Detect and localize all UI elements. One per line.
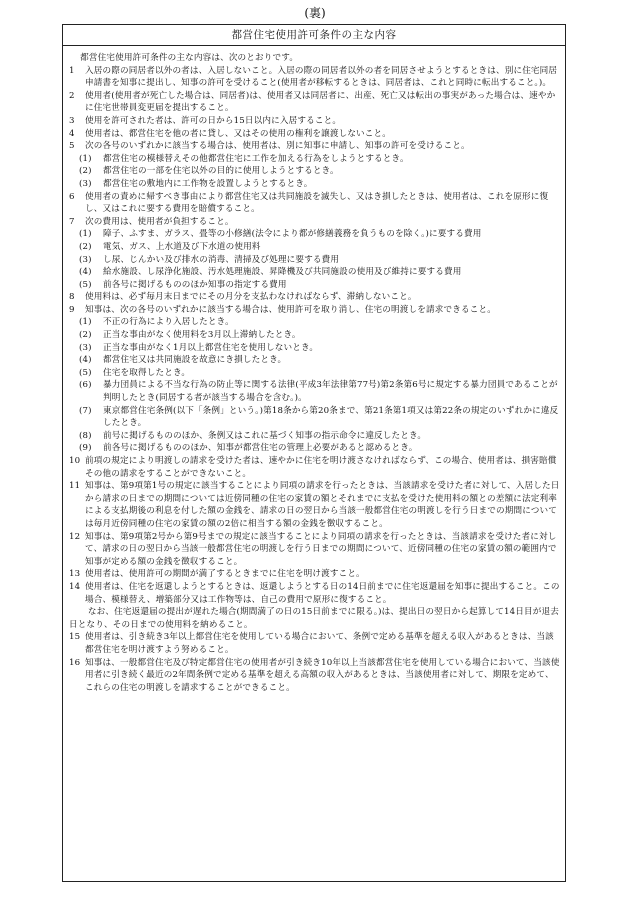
sub-item (69, 430, 561, 443)
sub-item-text: し尿、じんかい及び排水の消毒、清掃及び処理に要する費用 (103, 254, 340, 265)
page-side-label: (裏) (304, 6, 326, 20)
sub-item-number: (2) (79, 241, 92, 252)
item-number: 9 (69, 304, 75, 315)
item-number: 15 (69, 632, 81, 643)
sub-item-number: (8) (79, 430, 92, 441)
conditions-body (63, 46, 565, 694)
item-text: 知事は、次の各号のいずれかに該当する場合は、使用許可を取り消し、住宅の明渡しを請求できること。 (85, 304, 496, 315)
sub-item (69, 266, 561, 279)
item-number: 7 (69, 216, 75, 227)
sub-item-number: (1) (79, 229, 92, 240)
condition-item (69, 216, 561, 229)
sub-item-text: 電気、ガス、上水道及び下水道の使用料 (103, 241, 261, 252)
sub-item-number: (3) (79, 254, 92, 265)
sub-item-text: 都営住宅の模様替えその他都営住宅に工作を加える行為をしようとするとき。 (103, 153, 409, 164)
item-number: 2 (69, 90, 75, 101)
condition-item (69, 291, 561, 304)
condition-item (69, 65, 561, 90)
item-14-note: なお、住宅返還届の提出が遅れた場合(期間満了の日の15日前までに限る。)は、提出日の翌日から起算して14日目が退去日となり、その日までの使用料を納めること。 (69, 607, 560, 630)
item-number: 5 (69, 141, 75, 152)
item-text: 使用料は、必ず毎月末日までにその月分を支払わなければならず、滞納しないこと。 (85, 292, 417, 303)
sub-item-number: (5) (79, 367, 92, 378)
item-number: 1 (69, 65, 75, 76)
sub-item-number: (1) (79, 153, 92, 164)
sub-item-text: 都営住宅の一部を住宅以外の目的に使用しようとするとき。 (103, 166, 339, 177)
sub-item (69, 165, 561, 178)
item-text: 知事は、第9項第1号の規定に該当することにより同項の請求を行ったときは、当該請求を受けた者に対して、入居した日から請求の日までの期間については近傍同種の住宅の家賃の額とそれまでに支払を受けた使用料の額との差額に法定利率による支払期後の利息を付した額の金銭を、請求の日の翌日から当該一般都営住宅の明渡しを行う日までの期間については毎月近傍同種の住宅の家賃の額の2倍に相当する額の金銭を徴収すること。 (85, 481, 560, 529)
condition-item (69, 631, 561, 656)
condition-item (69, 140, 561, 153)
sub-item-text: 東京都営住宅条例(以下「条例」という。)第18条から第20条まで、第21条第1項又は第22条の規定のいずれかに違反したとき。 (103, 405, 559, 429)
condition-item (69, 128, 561, 141)
item-text: 使用者は、都営住宅を他の者に貸し、又はその使用の権利を譲渡しないこと。 (85, 128, 392, 139)
sub-item (69, 241, 561, 254)
sub-item (69, 329, 561, 342)
item-text: 知事は、第9項第2号から第9号までの規定に該当することにより同項の請求を行ったときは、当該請求を受けた者に対して、請求の日の翌日から当該一般都営住宅の明渡しを行う日までの期間について、近傍同種の住宅の家賃の額の範囲内で知事が定める額の金銭を徴収すること。 (85, 531, 557, 567)
sub-item-text: 住宅を取得したとき。 (103, 367, 191, 378)
item-text: 次の各号のいずれかに該当する場合は、使用者は、別に知事に申請し、知事の許可を受けること。 (85, 141, 470, 152)
sub-item-number: (4) (79, 267, 92, 278)
item-text: 使用を許可された者は、許可の日から15日以内に入居すること。 (85, 115, 342, 126)
conditions-box (62, 24, 566, 882)
sub-item-text: 都営住宅又は共同施設を故意にき損したとき。 (103, 355, 287, 366)
sub-item-number: (9) (79, 443, 92, 454)
item-text: 知事は、一般都営住宅及び特定都営住宅の使用者が引き続き10年以上当該都営住宅を使用している場合において、当該使用者に引き続く最近の2年間条例で定める基準を超える高額の収入があるときは、当該使用者に対して、期限を定めて、これらの住宅の明渡しを請求することができること。 (85, 657, 560, 693)
item-number: 6 (69, 191, 75, 202)
condition-item (69, 531, 561, 569)
condition-item (69, 657, 561, 695)
item-text: 使用者は、住宅を返還しようとするときは、返還しようとする日の14日前までに住宅返還届を知事に提出すること。この場合、模様替え、増築部分又は工作物等は、自己の費用で原形に復すること。 (85, 581, 560, 605)
sub-item-number: (2) (79, 330, 92, 341)
item-text: 使用者は、引き続き3年以上都営住宅を使用している場合において、条例で定める基準を超える収入があるときは、当該都営住宅を明け渡すよう努めること。 (85, 632, 554, 655)
item-text: 使用者(使用者が死亡した場合は、同居者)は、使用者又は同居者に、出産、死亡又は転出の事実があった場合は、速やかに住宅世帯員変更届を提出すること。 (85, 90, 556, 114)
item-number: 12 (69, 531, 81, 542)
item-number: 14 (69, 581, 81, 592)
item-number: 10 (69, 456, 81, 466)
sub-item (69, 442, 561, 455)
sub-item-number: (2) (79, 166, 92, 177)
condition-item (69, 191, 561, 216)
sub-item (69, 367, 561, 380)
sub-item-number: (5) (79, 279, 92, 290)
condition-item (69, 90, 561, 115)
sub-item-text: 不正の行為により入居したとき。 (103, 317, 234, 328)
sub-item-number: (3) (79, 178, 92, 189)
sub-item (69, 228, 561, 241)
sub-item-text: 前号に掲げるもののほか、条例又はこれに基づく知事の指示命令に違反したとき。 (103, 430, 427, 441)
item-text: 前項の規定により明渡しの請求を受けた者は、速やかに住宅を明け渡さなければならず、この場合、使用者は、損害賠償その他の請求をすることができないこと。 (85, 456, 557, 479)
sub-item-text: 正当な事由がなく使用料を3月以上滞納したとき。 (103, 330, 301, 341)
sub-item-text: 前各号に掲げるもののほか、知事が都営住宅の管理上必要があると認めるとき。 (103, 443, 418, 454)
condition-item (69, 581, 561, 606)
item-text: 次の費用は、使用者が負担すること。 (85, 216, 234, 227)
item-text: 使用者は、使用許可の期間が満了するときまでに住宅を明け渡すこと。 (85, 569, 365, 580)
sub-item (69, 279, 561, 292)
sub-item (69, 379, 561, 404)
sub-item (69, 342, 561, 355)
item-number: 16 (69, 657, 81, 668)
sub-item-text: 暴力団員による不当な行為の防止等に関する法律(平成3年法律第77号)第2条第6号に規定する暴力団員であることが判明したとき(同居する者が該当する場合を含む。)。 (103, 380, 558, 404)
sub-item-text: 正当な事由がなく1月以上都営住宅を使用しないとき。 (103, 342, 319, 353)
item-number: 4 (69, 128, 75, 139)
sub-item-text: 前各号に掲げるもののほか知事の指定する費用 (103, 279, 287, 290)
item-number: 8 (69, 292, 75, 303)
sub-item-number: (1) (79, 317, 92, 328)
sub-item-number: (7) (79, 405, 92, 416)
condition-item (69, 304, 561, 317)
condition-item (69, 480, 561, 530)
sub-item-text: 都営住宅の敷地内に工作物を設置しようとするとき。 (103, 178, 313, 189)
item-text: 使用者の責めに帰すべき事由により都営住宅又は共同施設を滅失し、又はき損したときは、使用者は、これを原形に復し、又はこれに要する費用を賠償すること。 (85, 191, 549, 215)
sub-item (69, 354, 561, 367)
item-number: 3 (69, 115, 75, 126)
intro-paragraph: 都営住宅使用許可条件の主な内容は、次のとおりです。 (80, 53, 299, 63)
condition-item (69, 568, 561, 581)
sub-item (69, 178, 561, 191)
sub-item-number: (6) (79, 380, 92, 391)
condition-item (69, 115, 561, 128)
sub-item-text: 給水施設、し尿浄化施設、汚水処理施設、昇降機及び共同施設の使用及び維持に要する費用 (103, 267, 462, 278)
sub-item-number: (4) (79, 355, 92, 366)
sub-item (69, 153, 561, 166)
item-number: 13 (69, 569, 81, 580)
item-number: 11 (69, 481, 81, 492)
sub-item-number: (3) (79, 342, 92, 353)
item-text: 入居の際の同居者以外の者は、入居しないこと。入居の際の同居者以外の者を同居させようとするときは、別に住宅同居申請書を知事に提出し、知事の許可を受けること(使用者が移転するときは、同居者は、これと同時に転出すること。)。 (85, 65, 558, 89)
document-title: 都営住宅使用許可条件の主な内容 (63, 25, 565, 46)
sub-item (69, 405, 561, 430)
sub-item (69, 254, 561, 267)
sub-item-text: 障子、ふすま、ガラス、畳等の小修繕(法令により都が修繕義務を負うものを除く。)に要する費用 (103, 229, 482, 240)
condition-item (69, 455, 561, 480)
sub-item (69, 316, 561, 329)
